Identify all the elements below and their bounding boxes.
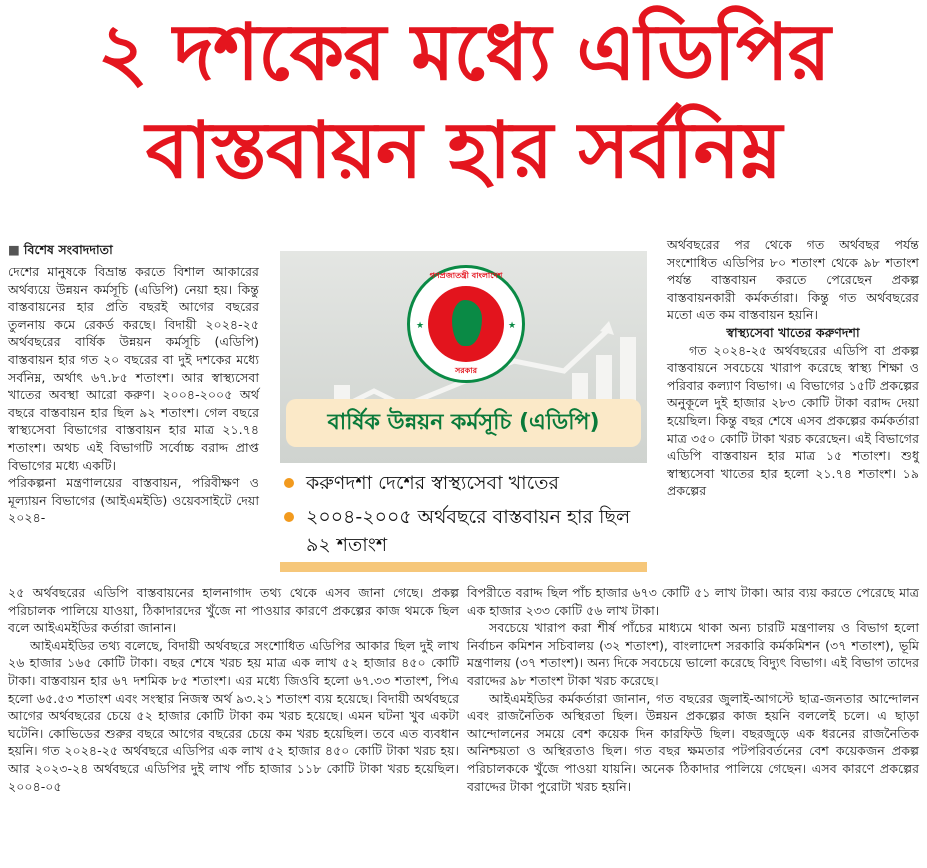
article-column-right	[667, 236, 919, 500]
paragraph: সবচেয়ে খারাপ করা শীর্ষ পাঁচের মাধ্যমে থাকা অন্য চারটি মন্ত্রণালয় ও বিভাগ হলো নির্বাচন কমিশন সচিবালয় (৩২ শতাংশ), বাংলাদেশ সরকারি কর্মকমিশন (৩৭ শতাংশ), ভূমি মন্ত্রণালয় (৩৭ শতাংশ)। অন্য দিকে সবচেয়ে ভালো করেছে বিদ্যুৎ বিভাগ। এই বিভাগ তাদের বরাদ্দের ৯৮ শতাংশ টাকা খরচ করেছে।	[467, 620, 919, 688]
byline-bullet-icon: ■	[8, 242, 20, 257]
graphic-banner: বার্ষিক উন্নয়ন কর্মসূচি (এডিপি)	[286, 399, 641, 447]
adp-graphic	[266, 237, 661, 578]
byline	[8, 240, 259, 260]
graphic-bullet-text: ২০০৪-২০০৫ অর্থবছরে বাস্তবায়ন হার ছিল ৯২ শতাংশ	[306, 506, 631, 556]
paragraph: আইএমইডির তথ্য বলেছে, বিদায়ী অর্থবছরে সংশোধিত এডিপির আকার ছিল দুই লাখ ২৬ হাজার ১৬৫ কোটি টাকা। বছর শেষে খরচ হয় মাত্র এক লাখ ৫২ হাজার ৪৫০ কোটি টাকা। বাস্তবায়ন হার ৬৭ দশমিক ৮৫ শতাংশ। এর মধ্যে জিওবি হলো ৬৭.৩৩ শতাংশ, পিএ হলো ৬৫.৫৩ শতাংশ এবং সংস্থার নিজস্ব অর্থ ৯৩.২১ শতাংশ ব্যয় হয়েছে। বিদায়ী অর্থবছরে আগের অর্থবছরের চেয়ে ৫২ হাজার কোটি টাকা কম খরচ হয়েছে। এমন ঘটনা খুব একটা ঘটেনি। কোভিডের শুরুর বছরে আগের বছরের চেয়ে কম খরচ হয়েছিল। তবে এত ব্যবধান হয়নি। গত ২০২৪-২৫ অর্থবছরে এডিপির এক লাখ ৫২ হাজার ৪৫০ কোটি টাকা খরচ হয়। আর ২০২৩-২৪ অর্থবছরে এডিপির দুই লাখ পাঁচ হাজার ১১৮ কোটি টাকা খরচ হয়েছিল। ২০০৪-০৫	[8, 637, 459, 794]
seal-red-disc	[428, 286, 504, 362]
article-column-bottom-right	[467, 584, 919, 795]
paragraph: অর্থবছরের পর থেকে গত অর্থবছর পর্যন্ত সংশোধিত এডিপির ৮০ শতাংশ থেকে ৯৮ শতাংশ পর্যন্ত বাস্তবায়ন করতে পেরেছেন প্রকল্প বাস্তবায়নকারী কর্মকর্তারা। কিন্তু গত অর্থবছরের মতো এত কম বাস্তবায়ন হয়নি।	[667, 237, 919, 323]
graphic-bullet-text: করুণদশা দেশের স্বাস্থ্যসেবা খাতের	[306, 472, 559, 494]
paragraph: গত ২০২৪-২৫ অর্থবছরের এডিপি বা প্রকল্প বাস্তবায়নে সবচেয়ে খারাপ করেছে স্বাস্থ্য শিক্ষা ও পরিবার কল্যাণ বিভাগ। এ বিভাগের ১৫টি প্রকল্পের অনুকূলে দুই হাজার ২৮৩ কোটি টাকা বরাদ্দ দেয়া হয়েছিল। কিন্তু বছর শেষে এসব প্রকল্পের কর্মকর্তারা মাত্র ৩৫০ কোটি টাকা খরচ করেছেন। এই বিভাগের এডিপি বাস্তবায়ন হার মাত্র ১৫ শতাংশ। শুধু স্বাস্থ্যসেবা খাতের হার হলো ২১.৭৪ শতাংশ। ১৯ প্রকল্পের	[667, 342, 919, 499]
star-icon: ★	[508, 321, 517, 331]
orange-dot-icon	[284, 512, 294, 522]
graphic-illustration	[280, 251, 647, 463]
headline-line-1: ২ দশকের মধ্যে এডিপির	[97, 8, 830, 98]
graphic-bullet-list	[280, 469, 647, 559]
seal-top-text: গণপ্রজাতন্ত্রী বাংলাদেশ	[429, 271, 503, 280]
bangladesh-map-icon	[452, 300, 482, 346]
graphic-bullet-item	[280, 469, 647, 497]
seal-bottom-text: সরকার	[454, 366, 477, 375]
article-column-left	[8, 263, 259, 527]
graphic-bullet-item	[280, 503, 647, 559]
star-icon: ★	[416, 321, 425, 331]
headline-line-2: বাস্তবায়ন হার সর্বনিম্ন	[145, 106, 782, 196]
byline-text: বিশেষ সংবাদদাতা	[23, 242, 113, 257]
graphic-bottom-rule	[280, 562, 647, 572]
government-seal-logo	[407, 265, 525, 383]
paragraph: পরিকল্পনা মন্ত্রণালয়ের বাস্তবায়ন, পরিবীক্ষণ ও মূল্যায়ন বিভাগের (আইএমইডি) ওয়েবসাইটে দেয়া ২০২৪-	[8, 475, 259, 526]
section-subheading: স্বাস্থ্যসেবা খাতের করুণদশা	[726, 324, 860, 340]
headline	[0, 4, 927, 200]
paragraph: ২৫ অর্থবছরের এডিপি বাস্তবায়নের হালনাগাদ তথ্য থেকে এসব জানা গেছে। প্রকল্প পরিচালক পালিয়ে যাওয়া, ঠিকাদারদের খুঁজে না পাওয়ার কারণে প্রকল্পের কাজ থমকে ছিল বলে আইএমইডির কর্তারা জানান।	[8, 585, 459, 636]
orange-dot-icon	[284, 478, 294, 488]
article-column-bottom-left	[8, 584, 459, 795]
paragraph: দেশের মানুষকে বিভ্রান্ত করতে বিশাল আকারের অর্থব্যয়ে উন্নয়ন কর্মসূচি (এডিপি) নেয়া হয়। কিন্তু বাস্তবায়নের হার প্রতি বছরই আগের বছরের তুলনায় কমে রেকর্ড করছে। বিদায়ী ২০২৪-২৫ অর্থবছরের বার্ষিক উন্নয়ন কর্মসূচি (এডিপি) বাস্তবায়ন হার গত ২০ বছরের বা দুই দশকের মধ্যে সর্বনিম্ন, অর্থাৎ ৬৭.৮৫ শতাংশ। আর স্বাস্থ্যসেবা খাতের অবস্থা আরো করুণ। ২০০৪-২০০৫ অর্থ বছরে বাস্তবায়ন হার ছিল ৯২ শতাংশ। গেল বছরে স্বাস্থ্যসেবা বিভাগের বাস্তবায়ন হার মাত্র ২১.৭৪ শতাংশ। অথচ এই বিভাগটি সর্বোচ্চ বরাদ্দ প্রাপ্ত বিভাগের মধ্যে একটি।	[8, 264, 259, 473]
paragraph: বিপরীতে বরাদ্দ ছিল পাঁচ হাজার ৬৭৩ কোটি ৫১ লাখ টাকা। আর ব্যয় করতে পেরেছে মাত্র এক হাজার ২৩৩ কোটি ৫৬ লাখ টাকা।	[467, 585, 919, 618]
paragraph: আইএমইডির কর্মকর্তারা জানান, গত বছরের জুলাই-আগস্টে ছাত্র-জনতার আন্দোলন এবং রাজনৈতিক অস্থিরতা ছিল। উন্নয়ন প্রকল্পের কাজ হয়নি বললেই চলে। এ ছাড়া আন্দোলনের সময়ে বেশ কয়েক দিন কারফিউ ছিল। বছরজুড়ে এক ধরনের রাজনৈতিক অনিশ্চয়তা ও অস্থিরতাও ছিল। গত বছর ক্ষমতার পটপরিবর্তনের বেশ কয়েকজন প্রকল্প পরিচালককে খুঁজে পাওয়া যায়নি। অনেক ঠিকাদার পালিয়ে গেছেন। এসব কারণে প্রকল্পের বরাদ্দের টাকা পুরোটা খরচ হয়নি।	[467, 690, 919, 794]
